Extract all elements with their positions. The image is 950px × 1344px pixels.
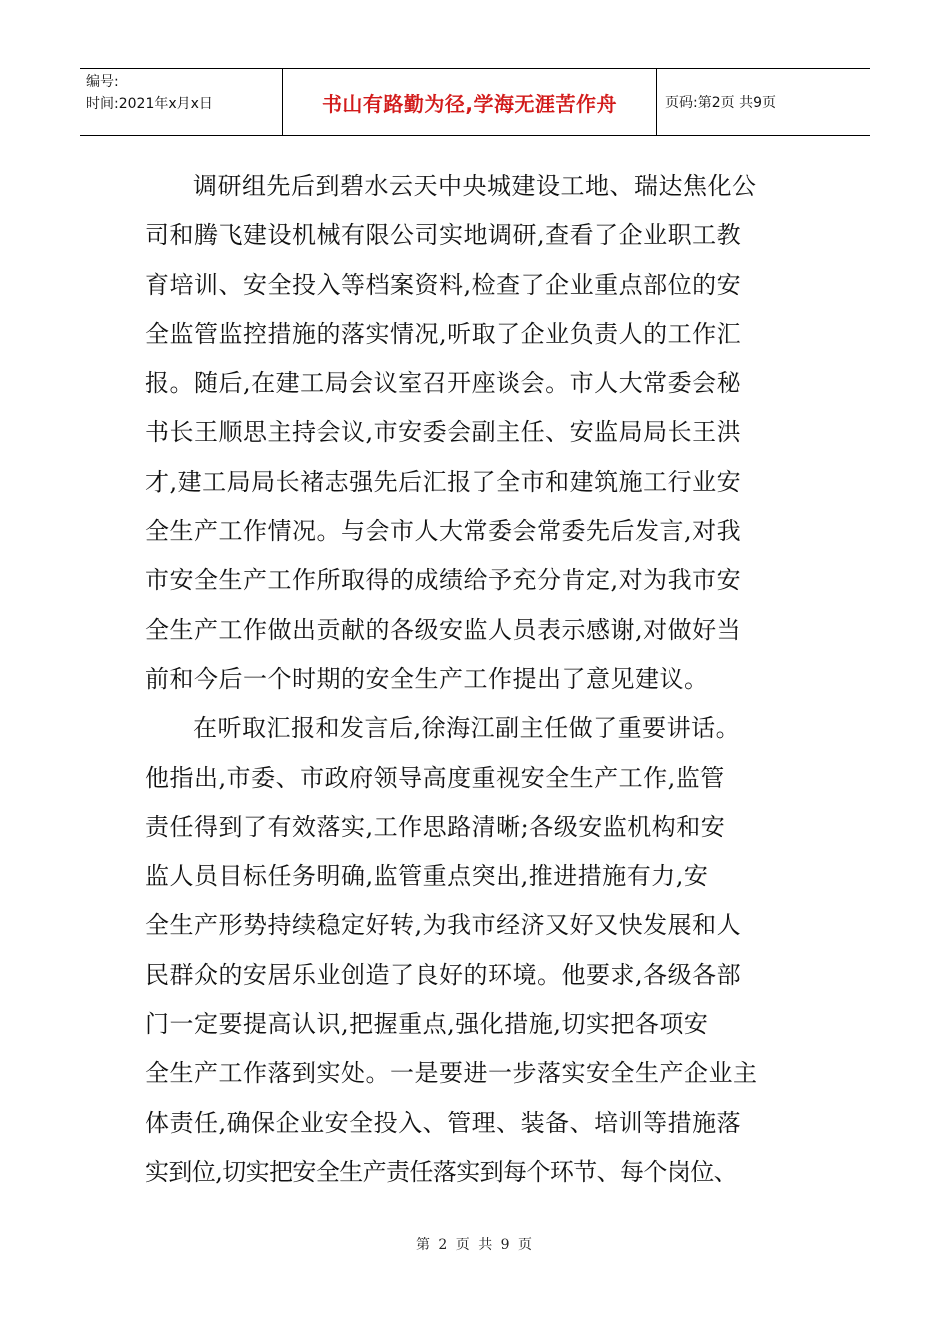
- text-line: 门一定要提高认识,把握重点,强化措施,切实把各项安: [145, 1010, 709, 1039]
- header-page-label: 页码:第2页 共9页: [665, 95, 776, 111]
- header-motto: 书山有路勤为径,学海无涯苦作舟: [283, 69, 657, 135]
- text-line: 他指出,市委、市政府领导高度重视安全生产工作,监管: [145, 763, 725, 792]
- text-line: 报。随后,在建工局会议室召开座谈会。市人大常委会秘: [145, 369, 742, 398]
- text-line: 实到位,切实把安全生产责任落实到每个环节、每个岗位、: [145, 1157, 738, 1186]
- paragraph-2: [145, 704, 805, 1197]
- text-line: 前和今后一个时期的安全生产工作提出了意见建议。: [145, 664, 709, 693]
- text-line: 在听取汇报和发言后,徐海江副主任做了重要讲话。: [193, 714, 741, 743]
- text-line: 全生产工作做出贡献的各级安监人员表示感谢,对做好当: [145, 615, 742, 644]
- page-footer-number: 第 2 页 共 9 页: [415, 1237, 535, 1253]
- text-line: 全生产工作情况。与会市人大常委会常委先后发言,对我: [145, 517, 742, 546]
- page-header: [80, 68, 870, 136]
- text-line: 才,建工局局长褚志强先后汇报了全市和建筑施工行业安: [145, 467, 742, 496]
- text-line: 责任得到了有效落实,工作思路清晰;各级安监机构和安: [145, 812, 726, 841]
- text-line: 全生产形势持续稳定好转,为我市经济又好又快发展和人: [145, 911, 742, 940]
- text-line: 市安全生产工作所取得的成绩给予充分肯定,对为我市安: [145, 566, 742, 595]
- text-line: 育培训、安全投入等档案资料,检查了企业重点部位的安: [145, 270, 742, 299]
- document-time-label: 时间:2021年x月x日: [86, 96, 213, 112]
- text-line: 全监管监控措施的落实情况,听取了企业负责人的工作汇: [145, 319, 742, 348]
- document-body: [145, 162, 805, 1197]
- header-meta: [80, 69, 283, 135]
- paragraph-1: [145, 162, 805, 704]
- text-line: 民群众的安居乐业创造了良好的环境。他要求,各级各部: [145, 960, 742, 989]
- text-line: 体责任,确保企业安全投入、管理、装备、培训等措施落: [145, 1108, 742, 1137]
- text-line: 书长王顺思主持会议,市安委会副主任、安监局局长王洪: [145, 418, 742, 447]
- document-number-label: 编号:: [86, 74, 119, 90]
- text-line: 司和腾飞建设机械有限公司实地调研,查看了企业职工教: [145, 221, 742, 250]
- text-line: 全生产工作落到实处。一是要进一步落实安全生产企业主: [145, 1059, 758, 1088]
- text-line: 调研组先后到碧水云天中央城建设工地、瑞达焦化公: [193, 172, 757, 200]
- text-line: 监人员目标任务明确,监管重点突出,推进措施有力,安: [145, 862, 709, 891]
